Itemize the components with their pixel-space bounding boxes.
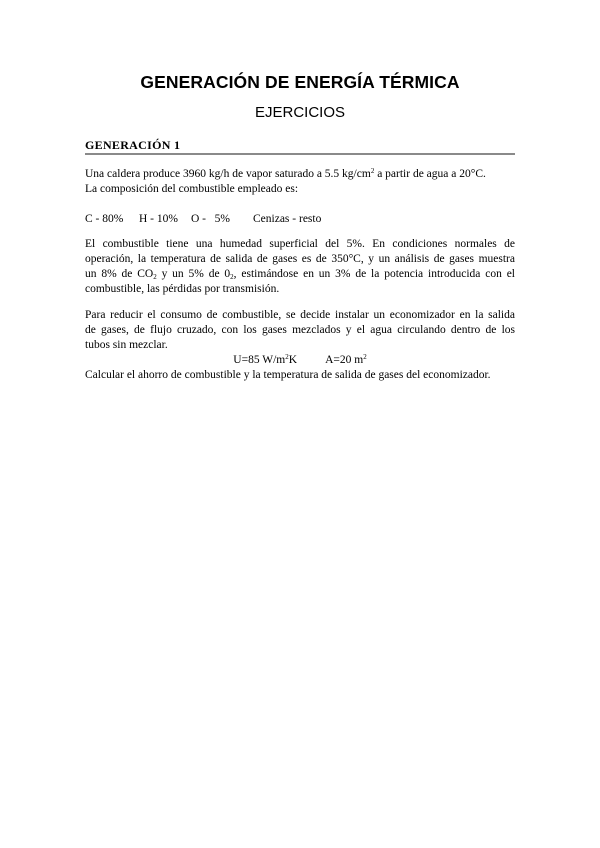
text-line: Calcular el ahorro de combustible y la temperatura de salida de gases del economizador. [85,369,491,381]
text-span: a partir de agua a 20°C. [374,168,486,180]
text-line: combustible, las pérdidas por transmisión. [85,283,280,295]
superscript: 2 [285,353,289,361]
document-subtitle: EJERCICIOS [254,104,345,121]
superscript: 2 [363,353,367,361]
text-span: U=85 W/m [233,354,286,366]
text-line: operación, la temperatura de salida de gases es de 350°C, y un análisis de gases muestra [85,253,515,265]
text-line: Para reducir el consumo de combustible, se decide instalar un economizador en la salida [85,309,515,321]
text-span: y un 5% de 0 [156,268,231,280]
fuel-composition [85,212,515,227]
text-span: K [288,354,298,366]
text-line: El combustible tiene una humedad superficial del 5%. En condiciones normales de [85,238,515,250]
text-span: Una caldera produce 3960 kg/h de vapor saturado a 5.5 kg/cm [85,168,371,180]
text-line: de gases, de flujo cruzado, con los gases mezclados y el agua circulando dentro de los [85,324,515,336]
paragraph-problem-statement [85,167,515,197]
paragraph-operating-conditions [85,237,515,297]
text-line [85,267,515,282]
superscript: 2 [370,167,375,175]
text-line [85,167,515,182]
formula-area [325,354,367,366]
composition-carbon: C - 80% [85,213,124,225]
subscript: 2 [153,273,157,281]
section-heading: GENERACIÓN 1 [85,138,181,152]
formula-u [233,354,297,366]
paragraph-economizer [85,308,515,383]
text-span: , estimándose en un 3% de la potencia introducida con el [233,268,515,280]
document-title: GENERACIÓN DE ENERGÍA TÉRMICA [140,72,460,92]
composition-line [85,212,321,227]
text-line: La composición del combustible empleado es: [85,183,299,195]
section-divider [85,153,515,155]
formula-line [85,353,515,368]
composition-oxygen: O - 5% [191,213,230,225]
composition-ash: Cenizas - resto [253,213,322,225]
text-span: un 8% de CO [85,268,154,280]
text-span: A=20 m [325,354,364,366]
subscript: 2 [230,273,234,281]
text-line: tubos sin mezclar. [85,339,168,351]
composition-hydrogen: H - 10% [139,213,178,225]
